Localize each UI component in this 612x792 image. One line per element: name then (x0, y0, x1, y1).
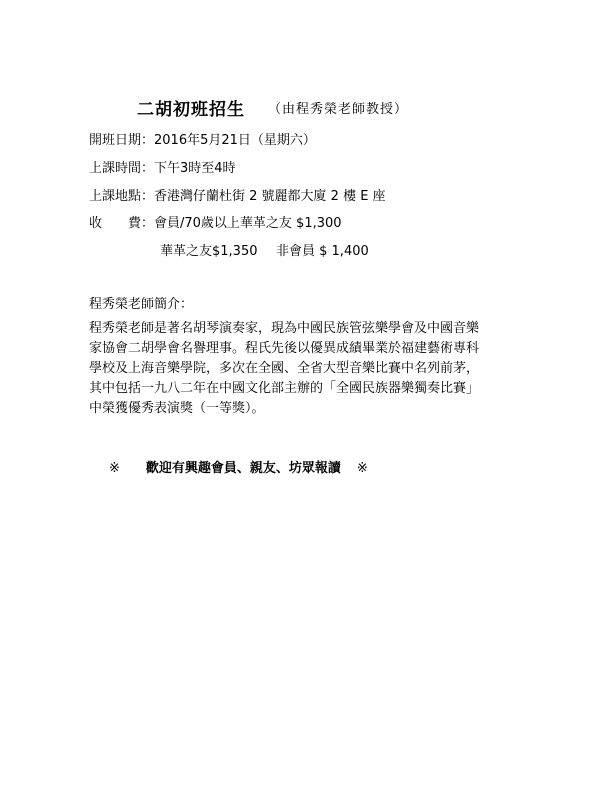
bio-line: 中榮獲優秀表演獎（一等獎）。 (89, 401, 265, 416)
footer-invitation (109, 457, 368, 476)
bio-line: 程秀榮老師是著名胡琴演奏家，現為中國民族管弦樂學會及中國音樂 (89, 321, 480, 336)
teacher-intro-heading: 程秀榮老師簡介： (89, 297, 194, 312)
fees-friend: 華革之友$1,350 (160, 244, 258, 259)
page-subtitle: （由程秀榮老師教授） (268, 102, 409, 117)
fees-member: 收 費：會員/70歲以上華革之友 $1,300 (89, 216, 342, 231)
fees-nonmember: 非會員 $ 1,400 (276, 244, 369, 259)
start-date: 開班日期：2016年5月21日（星期六） (89, 133, 316, 148)
bio-line: 家協會二胡學會名譽理事。程氏先後以優異成績畢業於福建藝術專科 (89, 341, 480, 356)
footer-text: 歡迎有興趣會員、親友、坊眾報讀 (145, 461, 341, 476)
reference-mark-right: ※ (356, 461, 368, 476)
class-time: 上課時間：下午3時至4時 (89, 161, 236, 176)
teacher-bio (89, 319, 529, 419)
bio-line: 學校及上海音樂學院，多次在全國、全省大型音樂比賽中名列前茅， (89, 361, 480, 376)
page-title: 二胡初班招生 (137, 100, 245, 120)
reference-mark-left: ※ (109, 461, 120, 476)
bio-line: 其中包括一九八二年在中國文化部主辦的「全國民族器樂獨奏比賽」 (89, 381, 480, 396)
class-location: 上課地點：香港灣仔蘭杜街 2 號麗都大廈 2 樓 E 座 (89, 189, 386, 204)
